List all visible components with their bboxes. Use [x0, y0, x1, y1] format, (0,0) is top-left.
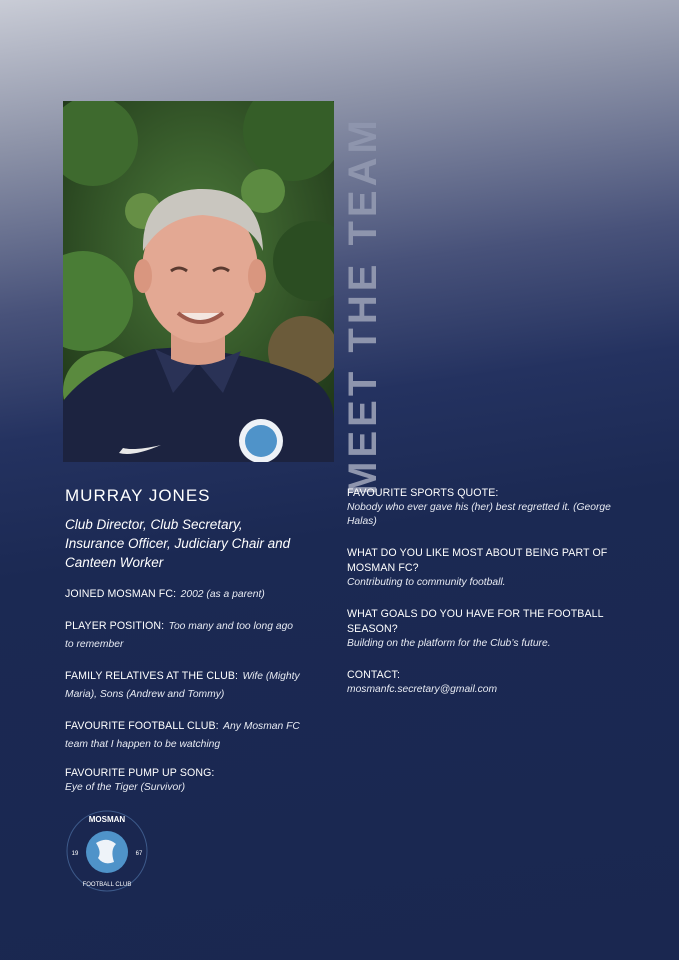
- field-label: FAVOURITE PUMP UP SONG:: [65, 767, 215, 779]
- favourite-club-field: [65, 716, 300, 752]
- pump-up-song-field: [65, 766, 300, 795]
- field-value: Nobody who ever gave his (her) best regretted it. (George Halas): [347, 502, 611, 527]
- logo-year-right: 67: [135, 851, 143, 857]
- field-value: Too many and too long ago to remember: [65, 621, 294, 650]
- meet-the-team-heading: [340, 115, 385, 495]
- logo-bottom-text: FOOTBALL CLUB: [82, 882, 132, 888]
- field-label: FAMILY RELATIVES AT THE CLUB:: [65, 670, 239, 682]
- field-label: FAVOURITE SPORTS QUOTE:: [347, 487, 499, 499]
- field-label: PLAYER POSITION:: [65, 620, 165, 632]
- profile-right-column: [347, 486, 617, 714]
- logo-year-left: 19: [71, 851, 79, 857]
- person-name: MURRAY JONES: [65, 486, 211, 505]
- joined-field: [65, 584, 300, 602]
- player-position-field: [65, 616, 300, 652]
- person-roles: Club Director, Club Secretary, Insurance Officer, Judiciary Chair and Canteen Worker: [65, 517, 291, 570]
- profile-left-column: [65, 486, 300, 809]
- sports-quote-field: [347, 486, 617, 529]
- family-relatives-field: [65, 666, 300, 702]
- field-value: Any Mosman FC team that I happen to be watching: [65, 721, 300, 750]
- field-value: Eye of the Tiger (Survivor): [65, 782, 186, 793]
- field-value: 2002 (as a parent): [180, 589, 265, 600]
- field-label: FAVOURITE FOOTBALL CLUB:: [65, 720, 219, 732]
- field-label: WHAT DO YOU LIKE MOST ABOUT BEING PART OF MOSMAN FC?: [347, 547, 608, 574]
- field-value: Building on the platform for the Club’s future.: [347, 638, 551, 649]
- page-title: MEET THE TEAM: [340, 115, 385, 495]
- profile-photo: [63, 101, 334, 462]
- logo-top-text: MOSMAN: [88, 815, 126, 824]
- like-most-field: [347, 546, 617, 590]
- field-value: Wife (Mighty Maria), Sons (Andrew and Tommy): [65, 671, 300, 700]
- season-goals-field: [347, 607, 617, 651]
- field-label: CONTACT:: [347, 669, 400, 681]
- club-crest-icon: [66, 810, 148, 892]
- portrait-illustration: [63, 101, 334, 462]
- field-label: WHAT GOALS DO YOU HAVE FOR THE FOOTBALL SEASON?: [347, 608, 604, 635]
- club-logo: [66, 810, 148, 892]
- field-value: Contributing to community football.: [347, 577, 506, 588]
- contact-email[interactable]: mosmanfc.secretary@gmail.com: [347, 684, 498, 695]
- contact-field: [347, 668, 617, 697]
- field-label: JOINED MOSMAN FC:: [65, 588, 177, 600]
